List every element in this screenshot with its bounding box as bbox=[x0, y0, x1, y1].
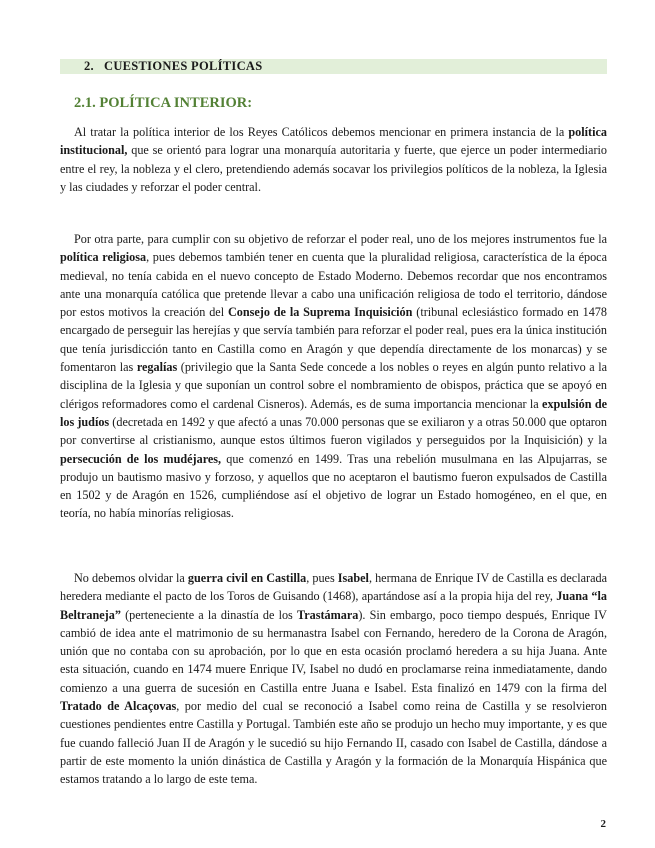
bold-term: persecución de los mudéjares, bbox=[60, 451, 222, 466]
text-run: Al tratar la política interior de los Reyes Católicos debemos mencionar en primera instancia de la bbox=[74, 125, 569, 139]
text-run: Por otra parte, para cumplir con su objetivo de reforzar el poder real, uno de los mejores instrumentos fue la bbox=[74, 232, 607, 246]
bold-term: Trastámara bbox=[296, 607, 359, 622]
text-run: (decretada en 1492 y que afectó a unas 70.000 personas que se exiliaron y a otras 50.000 que optaron por convertirse al cristianismo, aunque estos últimos fueron vigilados y perseguidos por la Inquisición) y la bbox=[60, 414, 607, 448]
text-run: ). Sin embargo, poco tiempo después, Enrique IV cambió de idea ante el matrimonio de su hermanastra Isabel con Fernando, heredero de la Corona de Aragón, unión que no contaba con su aprobación, por lo que en esta ocasión proclamó heredera a su hija Juana. Ante esta situación, cuando en 1474 muere Enrique IV, Isabel no dudó en proclamarse reina inmediatamente, dando comienzo a una guerra de sucesión en Castilla entre Juana e Isabel. Esta finalizó en 1479 con la firma del bbox=[60, 607, 607, 695]
section-heading bbox=[60, 59, 607, 74]
paragraph-institutional-policy bbox=[60, 123, 607, 196]
bold-term: Consejo de la Suprema Inquisición bbox=[227, 305, 413, 320]
text-run: , pues debemos también tener en cuenta que la pluralidad religiosa, característica de la época medieval, no tenía cabida en el nuevo concepto de Estado Moderno. Debemos recordar que nos encontramos ante una monarquía católica que pretende llevar a cabo una unificación religiosa de todo el territorio, dándose por estos motivos la creación del bbox=[60, 250, 608, 320]
page-number: 2 bbox=[600, 818, 606, 830]
bold-term: Tratado de Alcaçovas bbox=[60, 699, 177, 714]
text-run: , por medio del cual se reconoció a Isabel como reina de Castilla y se resolvieron cuestiones pendientes entre Castilla y Portugal. También este año se produjo un hecho muy importante, y es que fue cuando falleció Juan II de Aragón y le sucedió su hijo Fernando II, casado con Isabel de Castilla, dándose a partir de este momento la unión dinástica de Castilla y Aragón y la formación de la Monarquía Hispánica que estamos tratando a lo largo de este tema. bbox=[60, 699, 607, 787]
text-run: (privilegio que la Santa Sede concede a los nobles o reyes en algún punto relativo a la disciplina de la Iglesia y que suponían un control sobre el nombramiento de obispos, práctica que se apoyó en clérigos reformadores como el cardenal Cisneros). Además, es de suma importancia mencionar la bbox=[60, 360, 607, 411]
bold-term: expulsión de los judíos bbox=[60, 396, 608, 429]
bold-term: regalías bbox=[136, 360, 178, 375]
paragraph-religious-policy bbox=[60, 230, 607, 523]
bold-term: Isabel bbox=[337, 571, 369, 585]
bold-term: Juana “la Beltraneja” bbox=[60, 589, 608, 622]
text-run: (tribunal eclesiástico formado en 1478 encargado de perseguir las herejías y que servía también para reforzar el poder real, pues era la única institución que tenía jurisdicción tanto en Castilla como en Aragón y que dependía directamente de los monarcas) y se fomentaron las bbox=[60, 305, 607, 375]
text-run: que se orientó para lograr una monarquía autoritaria y fuerte, que ejerce un poder intermediario entre el rey, la nobleza y el clero, pretendiendo además socavar los privilegios políticos de la nobleza, la Iglesia y las ciudades y reforzar el poder central. bbox=[60, 143, 607, 194]
section-number: 2. bbox=[84, 59, 94, 73]
section-title: CUESTIONES POLÍTICAS bbox=[104, 59, 263, 73]
bold-term: política religiosa bbox=[60, 250, 147, 265]
bold-term: guerra civil en Castilla bbox=[187, 571, 307, 585]
paragraph-civil-war bbox=[60, 569, 607, 789]
text-run: que comenzó en 1499. Tras una rebelión musulmana en las Alpujarras, se produjo un bautismo masivo y forzoso, y aquellos que no aceptaron el bautismo fueron expulsados de Castilla en 1502 y de Aragón en 1526, cumpliéndose así el objetivo de lograr un Estado homogéneo, en el que, en teoría, no había minorías religiosas. bbox=[60, 451, 607, 521]
text-run: No debemos olvidar la bbox=[74, 571, 188, 585]
subsection-title: 2.1. POLÍTICA INTERIOR: bbox=[74, 95, 253, 111]
text-run: (perteneciente a la dinastía de los bbox=[120, 607, 297, 622]
text-run: , pues bbox=[306, 571, 338, 585]
bold-term: política institucional, bbox=[60, 125, 607, 158]
text-run: , hermana de Enrique IV de Castilla es declarada heredera mediante el pacto de los Toros de Guisando (1468), apartándose así a la propia hija del rey, bbox=[60, 571, 607, 604]
